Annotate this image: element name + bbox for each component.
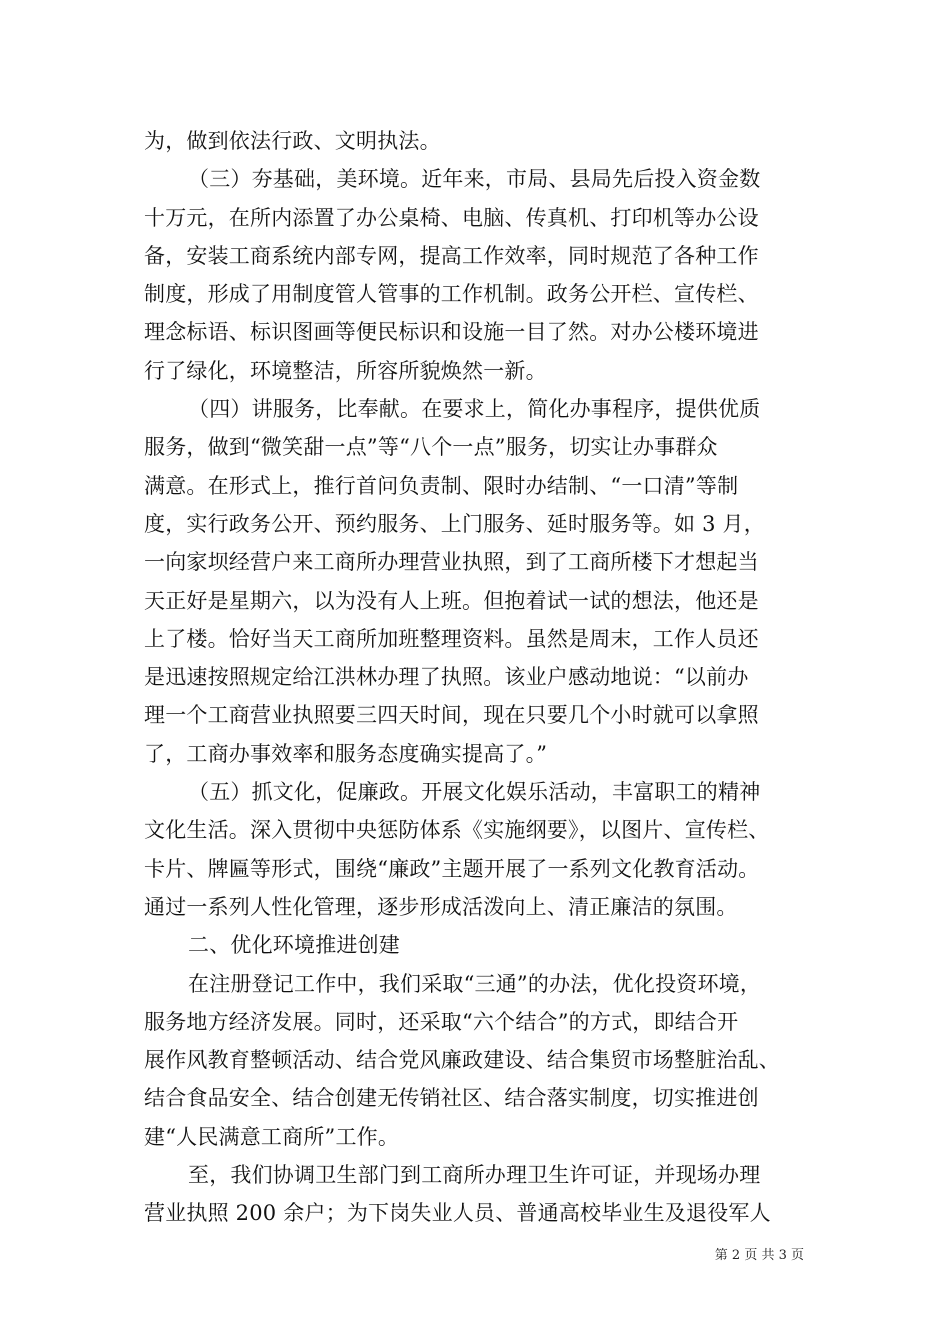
text-line: 是迅速按照规定给江洪林办理了执照。该业户感动地说：“以前办 xyxy=(144,665,749,690)
text-line: 度，实行政务公开、预约服务、上门服务、延时服务等。如 3 月， xyxy=(144,511,765,536)
text-line: 服务，做到“微笑甜一点”等“八个一点”服务，切实让办事群众 xyxy=(144,435,718,460)
page-number: 第 2 页 共 3 页 xyxy=(714,1248,804,1263)
text-line: 理念标语、标识图画等便民标识和设施一目了然。对办公楼环境进 xyxy=(144,320,759,345)
body-text xyxy=(144,122,812,1233)
text-line: 一向家坝经营户来工商所办理营业执照，到了工商所楼下才想起当 xyxy=(144,550,759,575)
text-line: 至，我们协调卫生部门到工商所办理卫生许可证，并现场办理 xyxy=(188,1163,761,1188)
text-line: 卡片、牌匾等形式，围绕“廉政”主题开展了一系列文化教育活动。 xyxy=(144,856,760,881)
text-line: 建“人民满意工商所”工作。 xyxy=(144,1124,400,1149)
text-line: 在注册登记工作中，我们采取“三通”的办法，优化投资环境， xyxy=(188,971,762,996)
text-line: 服务地方经济发展。同时，还采取“六个结合”的方式，即结合开 xyxy=(144,1009,739,1034)
text-line: 通过一系列人性化管理，逐步形成活泼向上、清正廉洁的氛围。 xyxy=(144,894,738,919)
text-line: 天正好是星期六，以为没有人上班。但抱着试一试的想法，他还是 xyxy=(144,588,759,613)
text-line: 上了楼。恰好当天工商所加班整理资料。虽然是周末，工作人员还 xyxy=(144,626,759,651)
text-line: 了，工商办事效率和服务态度确实提高了。” xyxy=(144,741,548,766)
text-line: 理一个工商营业执照要三四天时间，现在只要几个小时就可以拿照 xyxy=(144,703,759,728)
text-line: （三）夯基础，美环境。近年来，市局、县局先后投入资金数 xyxy=(188,167,761,192)
text-line: 十万元，在所内添置了办公桌椅、电脑、传真机、打印机等办公设 xyxy=(144,205,759,230)
text-line: 展作风教育整顿活动、结合党风廉政建设、结合集贸市场整脏治乱、 xyxy=(144,1048,780,1073)
text-line: 二、优化环境推进创建 xyxy=(188,933,400,958)
text-line: 营业执照 200 余户；为下岗失业人员、普通高校毕业生及退役军人 xyxy=(144,1201,771,1226)
text-line: 为，做到依法行政、文明执法。 xyxy=(144,129,441,153)
text-line: （四）讲服务，比奉献。在要求上，简化办事程序，提供优质 xyxy=(188,397,761,422)
text-line: 满意。在形式上，推行首问负责制、限时办结制、“一口清”等制 xyxy=(144,473,739,498)
text-line: 制度，形成了用制度管人管事的工作机制。政务公开栏、宣传栏、 xyxy=(144,282,759,307)
text-line: 文化生活。深入贯彻中央惩防体系《实施纲要》，以图片、宣传栏、 xyxy=(144,818,770,843)
text-line: 结合食品安全、结合创建无传销社区、结合落实制度，切实推进创 xyxy=(144,1086,759,1111)
text-line: 备，安装工商系统内部专网，提高工作效率，同时规范了各种工作 xyxy=(144,243,759,268)
text-line: 行了绿化，环境整洁，所容所貌焕然一新。 xyxy=(144,358,547,383)
text-line: （五）抓文化，促廉政。开展文化娱乐活动，丰富职工的精神 xyxy=(188,780,761,805)
